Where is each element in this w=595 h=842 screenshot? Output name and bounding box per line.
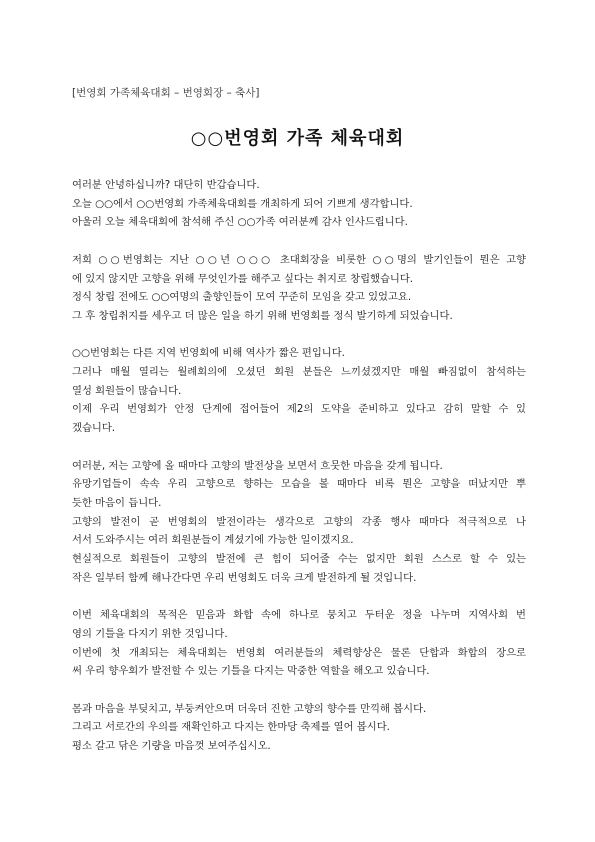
text-line: 저희 ○○번영회는 지난 ○○년 ○○○ 초대회장을 비롯한 ○○명의 발기인들이 뭔은 고향: [72, 253, 526, 266]
paragraph: [72, 457, 526, 588]
text-line: 이번에 첫 개최되는 체육대회는 번영회 여러분들의 체력향상은 물론 단합과 화합의 장으로: [72, 646, 526, 659]
text-line: 유망기업들이 속속 우리 고향으로 향하는 모습을 볼 때마다 비록 뭔은 고향을 떠났지만 뿌: [72, 478, 526, 491]
paragraph: [72, 176, 526, 232]
paragraph: [72, 344, 526, 438]
document-header-tag: [번영회 가족체육대회 – 번영회장 – 축사]: [72, 87, 260, 99]
text-line: ○○번영회는 다른 지역 번영회에 비해 역사가 짧은 편입니다.: [72, 347, 345, 360]
text-line: 현실적으로 회원들이 고향의 발전에 큰 힘이 되어줄 수는 없지만 회원 스스로 할 수 있는: [72, 553, 526, 566]
text-line: 이번 체육대회의 목적은 믿음과 화합 속에 하나로 뭉치고 두터운 정을 나누며 지역사회 번: [72, 609, 526, 622]
document-title: ○○번영회 가족 체육대회: [190, 128, 405, 149]
text-line: 고향의 발전이 곧 번영회의 발전이라는 생각으로 고향의 각종 행사 때마다 적극적으로 나: [72, 515, 526, 528]
text-line: 그 후 창립취지를 세우고 더 많은 일을 하기 위해 번영회를 정식 발기하게 되었습니다.: [72, 309, 453, 322]
paragraph: [72, 606, 526, 681]
text-line: 그리고 서로간의 우의를 재확인하고 다지는 한마당 축제를 열어 봅시다.: [72, 721, 390, 734]
text-line: 에 있지 않지만 고향을 위해 무엇인가를 해주고 싶다는 취지로 창립했습니다.: [72, 272, 414, 285]
text-line: 작은 일부터 함께 해나간다면 우리 번영회도 더욱 크게 발전하게 될 것입니다.: [72, 571, 417, 584]
text-line: 여러분 안녕하십니까? 대단히 반갑습니다.: [72, 179, 260, 191]
text-line: 그러나 매월 열리는 월례회의에 오셨던 회원 분들은 느끼셨겠지만 매월 빠짐없이 참석하는: [72, 366, 526, 378]
text-line: 영의 기틀을 다지기 위한 것입니다.: [72, 627, 228, 640]
text-line: 열성 회원들이 많습니다.: [72, 384, 182, 397]
document-body: [72, 176, 526, 756]
text-line: 써 우리 향우회가 발전할 수 있는 기틀을 다지는 막중한 역할을 해오고 있습니다.: [72, 665, 430, 678]
paragraph: [72, 700, 526, 756]
text-line: 아울러 오늘 체육대회에 참석해 주신 ○○가족 여러분께 감사 인사드립니다.: [72, 216, 408, 229]
text-line: 서서 도와주시는 여러 회원분들이 계셨기에 가능한 일이겠지요.: [72, 534, 354, 547]
paragraph: [72, 251, 526, 326]
text-line: 정식 창립 전에도 ○○여명의 출향인들이 모여 꾸준히 모임을 갖고 있었고요.: [72, 291, 412, 304]
text-line: 듯한 마음이 듭니다.: [72, 496, 162, 509]
text-line: 겠습니다.: [72, 422, 116, 435]
text-line: 몸과 마음을 부딪치고, 부둥켜안으며 더욱더 진한 고향의 향수를 만끽해 봅시다.: [72, 702, 427, 715]
text-line: 평소 갈고 닦은 기량을 마음껏 보여주십시오.: [72, 740, 271, 753]
text-line: 오늘 ○○에서 ○○번영회 가족체육대회를 개최하게 되어 기쁘게 생각합니다.: [72, 197, 413, 210]
text-line: 이제 우리 번영회가 안정 단계에 접어들어 제2의 도약을 준비하고 있다고 감히 말할 수 있: [72, 403, 526, 416]
text-line: 여러분, 저는 고향에 올 때마다 고향의 발전상을 보면서 흐뭇한 마음을 갖게 됩니다.: [72, 459, 443, 472]
